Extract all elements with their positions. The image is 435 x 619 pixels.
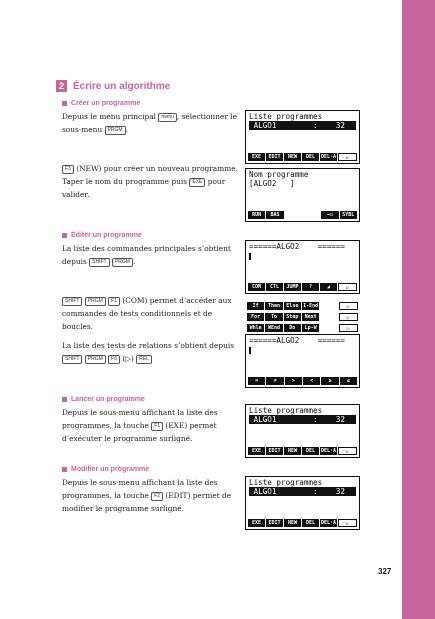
com-menu-row-1: If Then Else I-End ▷ — [245, 301, 360, 310]
block-run — [62, 396, 240, 445]
key-f6: F6 — [108, 355, 120, 364]
edit-paragraph-1: La liste des commandes principales s’obtient depuis SHIFT PRGM . — [62, 244, 231, 266]
highlighted-program: ALGO1 : 32 — [249, 415, 356, 424]
subheading-create: Créer un programme — [62, 100, 240, 107]
function-menu: EXE EDIT NEW DEL DEL·A ▷ — [248, 519, 357, 527]
subheading-modify: Modifier un programme — [62, 466, 240, 473]
key-f3: F3 — [62, 165, 74, 174]
key-shift: SHIFT — [62, 297, 82, 306]
subheading-run: Lancer un programme — [62, 396, 240, 403]
section-number: 2 — [56, 80, 67, 92]
block-create — [62, 100, 240, 201]
run-paragraph-1: Depuis le sous-menu affichant la liste des programmes, la touche F1 (EXE) permet d’exécuter le programme surligné. — [62, 408, 218, 443]
key-exe: EXE — [189, 178, 205, 187]
key-prgm: PRGM — [105, 126, 126, 135]
calculator-screen-editor: ======ALGO2 ====== COM CTL JUMP ? ◢ ▷ — [245, 240, 360, 294]
calculator-screen-relations: ======ALGO2 ====== = ≠ > < ≥ ≤ — [245, 334, 360, 388]
calculator-screen-new: Nom programme [ALGO2 ] RUN BAS ⊸○ SYBL — [245, 168, 360, 222]
function-menu: EXE EDIT NEW DEL DEL·A ▷ — [248, 447, 357, 455]
bullet-square-icon — [62, 233, 67, 238]
highlighted-program: ALGO1 : 32 — [249, 487, 356, 496]
bullet-square-icon — [62, 467, 67, 472]
edit-paragraph-3: La liste des tests de relations s’obtient depuis SHIFT PRGM F6 (▷) REL — [62, 341, 235, 363]
function-menu: EXE EDIT NEW DEL DEL·A ▷ — [248, 153, 357, 161]
key-prgm: PRGM — [112, 258, 133, 267]
section-header — [56, 80, 170, 92]
com-menu-row-3: Whle WEnd Do Lp-W ▷ — [245, 323, 360, 332]
text-cursor — [249, 347, 251, 354]
section-title: Écrire un algorithme — [73, 80, 171, 92]
key-prgm: PRGM — [85, 297, 106, 306]
com-menu-row-2: For To Step Next ▷ — [245, 312, 360, 321]
function-menu: RUN BAS ⊸○ SYBL — [248, 211, 357, 219]
create-paragraph-2: F3 (NEW) pour créer un nouveau programme. Taper le nom du programme puis EXE pour valider. — [62, 164, 238, 199]
create-paragraph-1: Depuis le menu principal menu , sélectionner le sous-menu PRGM . — [62, 112, 237, 134]
key-menu: menu — [158, 113, 177, 122]
key-shift: SHIFT — [89, 258, 109, 267]
edit-paragraph-2: SHIFT PRGM F1 (COM) permet d’accéder aux commandes de tests conditionnels et de boucles. — [62, 296, 232, 331]
key-shift: SHIFT — [62, 355, 82, 364]
key-f1: F1 — [151, 422, 163, 431]
calculator-screen-modify: Liste programmes ALGO1 : 32 EXE EDIT NEW DEL DEL·A ▷ — [245, 476, 360, 530]
key-f2: F2 — [151, 492, 163, 501]
key-f1: F1 — [108, 297, 120, 306]
page-number: 327 — [378, 567, 392, 576]
side-color-band — [402, 0, 435, 619]
bullet-square-icon — [62, 101, 67, 106]
text-cursor — [249, 253, 251, 260]
bullet-square-icon — [62, 397, 67, 402]
key-prgm: PRGM — [85, 355, 106, 364]
function-menu: COM CTL JUMP ? ◢ ▷ — [248, 283, 357, 291]
key-rel: REL — [136, 355, 152, 364]
function-menu: = ≠ > < ≥ ≤ — [248, 377, 357, 385]
block-modify — [62, 466, 240, 515]
subheading-edit: Éditer un programme — [62, 232, 240, 239]
block-edit — [62, 232, 240, 365]
calculator-screen-list: Liste programmes ALGO1 : 32 EXE EDIT NEW DEL DEL·A ▷ — [245, 110, 360, 164]
modify-paragraph-1: Depuis le sous-menu affichant la liste des programmes, la touche F2 (EDIT) permet de modifier le programme surligné. — [62, 478, 232, 513]
calculator-screen-run: Liste programmes ALGO1 : 32 EXE EDIT NEW DEL DEL·A ▷ — [245, 404, 360, 458]
highlighted-program: ALGO1 : 32 — [249, 121, 356, 130]
